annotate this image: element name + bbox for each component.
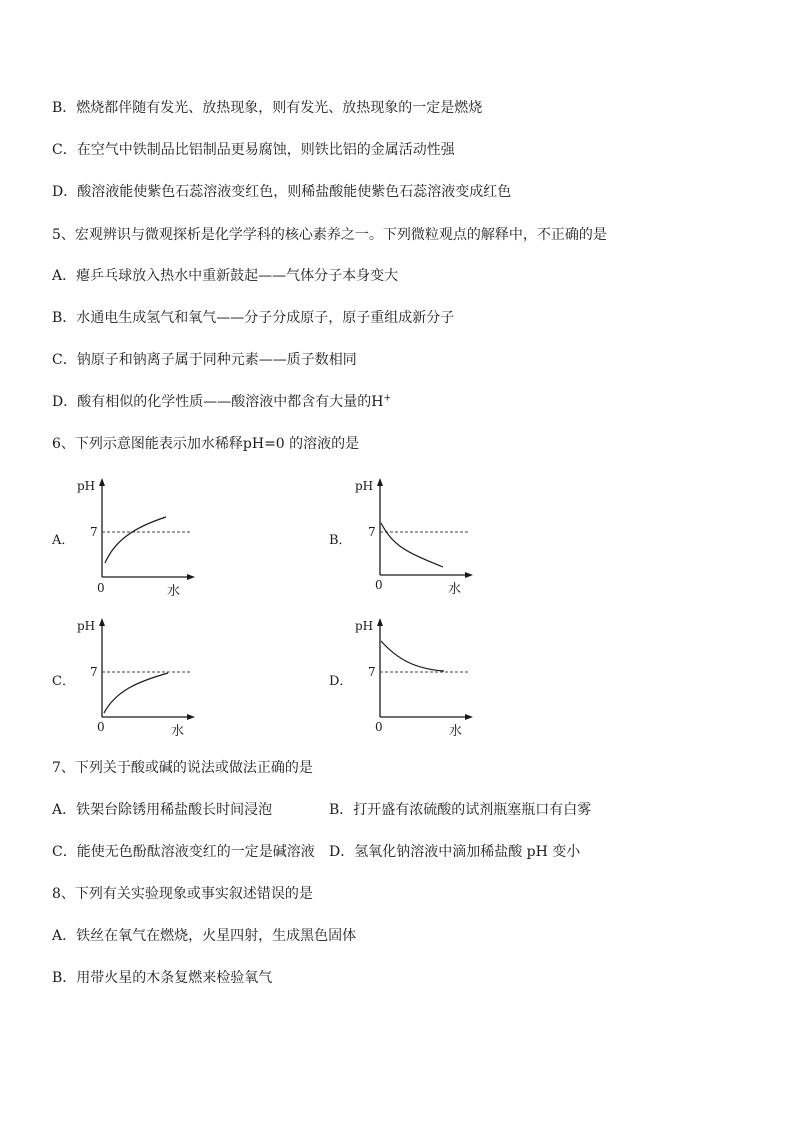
option-line: A．铁架台除锈用稀盐酸长时间浸泡 [52,802,273,818]
option-line [52,393,391,411]
ph7-tick: 7 [90,665,98,679]
y-axis-label: pH [77,619,96,633]
ph-curve [104,673,168,713]
origin-label: 0 [97,720,105,734]
option-line: D．酸溶液能使紫色石蕊溶液变红色，则稀盐酸能使紫色石蕊溶液变成红色 [52,184,512,200]
option-text: D．酸有相似的化学性质——酸溶液中都含有大量的H [52,394,384,410]
x-axis-label: 水 [449,724,463,739]
option-line: B．水通电生成氢气和氧气——分子分成原子，原子重组成新分子 [52,310,455,326]
option-line: C．能使无色酚酞溶液变红的一定是碱溶液 [52,844,315,860]
graph-c [70,615,200,744]
origin-label: 0 [375,720,383,734]
question-8: 8、下列有关实验现象或事实叙述错误的是 [52,886,313,902]
y-axis-arrow [99,618,105,626]
y-axis-label: pH [355,619,374,633]
graph-d [348,615,478,744]
graph-b [348,475,478,604]
x-axis-arrow [187,714,195,720]
option-line: A．铁丝在氧气在燃烧，火星四射，生成黑色固体 [52,928,357,944]
y-axis-arrow [377,618,383,626]
graph-label-b: B． [329,533,352,548]
x-axis-label: 水 [171,724,185,739]
question-5: 5、宏观辨识与微观探析是化学学科的核心素养之一。下列微粒观点的解释中，不正确的是 [52,227,607,243]
graph-a [70,475,200,604]
x-axis-arrow [465,572,473,578]
y-axis-arrow [99,478,105,486]
y-axis-label: pH [77,479,96,493]
option-line: B．用带火星的木条复燃来检验氧气 [52,970,273,986]
origin-label: 0 [97,581,105,595]
graph-label-d: D． [329,674,353,689]
x-axis-label: 水 [167,584,181,599]
y-axis-arrow [377,478,383,486]
option-line: C．钠原子和钠离子属于同种元素——质子数相同 [52,352,357,368]
option-line: C．在空气中铁制品比铝制品更易腐蚀，则铁比铝的金属活动性强 [52,142,455,158]
option-line: A．瘪乒乓球放入热水中重新鼓起——气体分子本身变大 [52,268,399,284]
question-6: 6、下列示意图能表示加水稀释pH=0 的溶液的是 [52,436,360,452]
option-line: D．氢氧化钠溶液中滴加稀盐酸 pH 变小 [329,844,581,860]
ph-curve [381,641,444,671]
superscript: + [383,393,391,404]
x-axis-arrow [465,714,473,720]
origin-label: 0 [375,578,383,592]
option-line: B．打开盛有浓硫酸的试剂瓶塞瓶口有白雾 [329,802,592,818]
ph-curve [381,523,443,567]
y-axis-label: pH [355,479,374,493]
graph-label-c: C． [52,674,75,689]
ph7-tick: 7 [90,525,98,539]
ph7-tick: 7 [368,665,376,679]
x-axis-arrow [187,574,195,580]
x-axis-label: 水 [448,582,462,597]
ph7-tick: 7 [368,525,376,539]
question-7: 7、下列关于酸或碱的说法或做法正确的是 [52,760,313,776]
option-line: B．燃烧都伴随有发光、放热现象，则有发光、放热现象的一定是燃烧 [52,100,483,116]
graph-label-a: A． [52,533,75,548]
ph-curve [105,517,166,563]
